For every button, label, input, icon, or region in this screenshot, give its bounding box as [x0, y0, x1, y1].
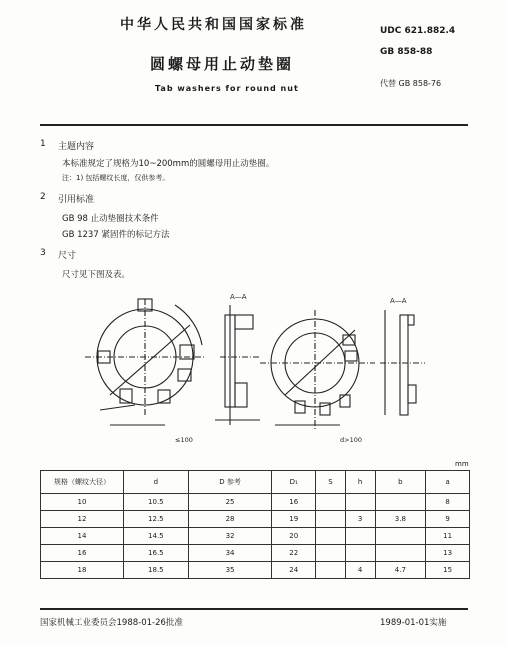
cell: 16 [41, 545, 124, 562]
washer-drawing [80, 285, 480, 450]
dimension-table [40, 470, 470, 579]
section-1-title: 主题内容 [58, 142, 95, 152]
section-3-number: 3 [40, 248, 46, 258]
cell: 8 [426, 494, 470, 511]
cell: 3.8 [375, 511, 426, 528]
document-title: 圆螺母用止动垫圈 [150, 55, 295, 73]
cell: 10.5 [124, 494, 189, 511]
cell [345, 545, 375, 562]
section-1-number: 1 [40, 139, 46, 149]
washer-left-section [215, 305, 260, 425]
table-unit: mm [455, 460, 469, 468]
section-3-text: 尺寸见下图及表。 [62, 270, 131, 280]
header-b: b [375, 471, 426, 494]
section-label-right: A—A [390, 297, 407, 305]
cell [316, 545, 346, 562]
cell: 12.5 [124, 511, 189, 528]
section-2-title: 引用标准 [58, 195, 95, 205]
cell: 15 [426, 562, 470, 579]
cell: 16 [272, 494, 316, 511]
footer-divider [40, 608, 468, 610]
header-D1: D₁ [272, 471, 316, 494]
caption-right: d>100 [340, 436, 362, 444]
cell: 25 [188, 494, 272, 511]
cell: 4.7 [375, 562, 426, 579]
header-S: S [316, 471, 346, 494]
udc-code: UDC 621.882.4 [380, 26, 456, 36]
cell [345, 528, 375, 545]
cell: 20 [272, 528, 316, 545]
table-row [41, 494, 470, 511]
cell [316, 528, 346, 545]
cell: 28 [188, 511, 272, 528]
section-1-note: 注：1) 包括螺纹长度，仅供参考。 [62, 174, 170, 182]
cell: 14.5 [124, 528, 189, 545]
table-header-row [41, 471, 470, 494]
cell: 11 [426, 528, 470, 545]
caption-left: ≤100 [175, 436, 193, 444]
cell: 34 [188, 545, 272, 562]
cell: 3 [345, 511, 375, 528]
section-1-text: 本标准规定了规格为10~200mm的圆螺母用止动垫圈。 [62, 159, 275, 169]
cell [375, 494, 426, 511]
cell: 18.5 [124, 562, 189, 579]
cell: 10 [41, 494, 124, 511]
cell: 9 [426, 511, 470, 528]
cell [316, 494, 346, 511]
approval-note: 国家机械工业委员会1988-01-26批准 [40, 618, 183, 628]
header-h: h [345, 471, 375, 494]
header-spec: 规格（螺纹大径） [41, 471, 124, 494]
cell: 19 [272, 511, 316, 528]
header-a: a [426, 471, 470, 494]
washer-left-view [85, 299, 205, 425]
table-row [41, 545, 470, 562]
washer-right-section [380, 310, 425, 415]
cell: 14 [41, 528, 124, 545]
cell: 4 [345, 562, 375, 579]
replace-note: 代替 GB 858-76 [380, 79, 442, 88]
cell: 24 [272, 562, 316, 579]
section-label-left: A—A [230, 293, 247, 301]
cell: 16.5 [124, 545, 189, 562]
cell: 18 [41, 562, 124, 579]
cell [345, 494, 375, 511]
table-row [41, 562, 470, 579]
cell: 12 [41, 511, 124, 528]
section-3-title: 尺寸 [58, 251, 77, 261]
header-divider [40, 124, 468, 126]
cell [375, 545, 426, 562]
reference-2: GB 1237 紧固件的标记方法 [62, 230, 170, 240]
implementation-date: 1989-01-01实施 [380, 618, 447, 628]
cell: 13 [426, 545, 470, 562]
cell: 32 [188, 528, 272, 545]
table-row [41, 511, 470, 528]
gb-number: GB 858-88 [380, 47, 433, 57]
header-d: d [124, 471, 189, 494]
washer-right-view [260, 310, 375, 430]
header-D-ref: D 参考 [188, 471, 272, 494]
cell [316, 511, 346, 528]
cell: 35 [188, 562, 272, 579]
cell: 22 [272, 545, 316, 562]
cell [316, 562, 346, 579]
table-row [41, 528, 470, 545]
section-2-number: 2 [40, 192, 46, 202]
document-title-en: Tab washers for round nut [155, 84, 299, 93]
standard-header-title: 中华人民共和国国家标准 [120, 17, 307, 33]
reference-1: GB 98 止动垫圈技术条件 [62, 214, 159, 224]
cell [375, 528, 426, 545]
